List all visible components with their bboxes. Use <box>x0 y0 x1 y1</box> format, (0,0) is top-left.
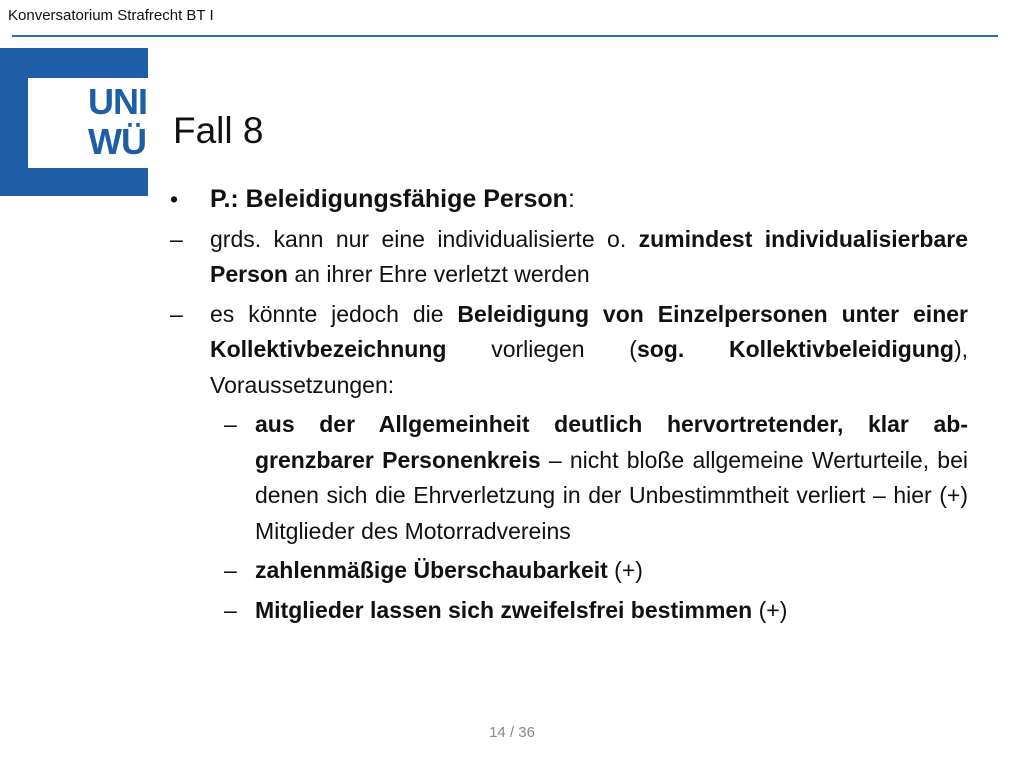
bold-segment: sog. Kollektivbeleidigung <box>636 336 954 362</box>
bullet-label-suffix: : <box>567 185 575 213</box>
text-segment: – nicht bloße allgemeine Werturteile, bei denen sich die Ehrverletzung in der Unbestimmtheit verliert – hier (+) Mitglieder des Motorradvereins <box>255 446 968 544</box>
sub-sub-item-numerical-manageability <box>168 553 968 589</box>
slide-content <box>168 182 968 631</box>
text-segment: an ihrer Ehre verletzt werden <box>287 261 590 287</box>
text-segment: (+) <box>607 557 643 583</box>
text-segment: grds. kann nur eine individualisierte o. <box>210 225 639 252</box>
sub-item-individual-person <box>168 222 968 293</box>
page-number: 14 / 36 <box>489 724 535 741</box>
bold-segment: zumindest individualisierbare Person <box>210 225 969 287</box>
course-title: Konversatorium Strafrecht BT I <box>8 7 214 24</box>
logo-white-box <box>28 78 148 168</box>
logo-text-line1: UNI <box>88 81 147 122</box>
text-segment: vorliegen ( <box>446 336 637 362</box>
logo-text-line2: WÜ <box>88 121 146 162</box>
bullet-marker: • <box>170 186 179 212</box>
university-logo <box>0 48 148 196</box>
text-segment: es könnte jedoch die <box>210 300 458 327</box>
dash-marker: – <box>224 411 237 437</box>
dash-marker: – <box>224 596 237 623</box>
sub-sub-item-members-determinable <box>168 593 968 629</box>
dash-marker: – <box>224 557 237 583</box>
bold-segment: Beleidigung von Einzelpersonen unter einer Kollektivbezeichnung <box>210 300 968 362</box>
text-segment: (+) <box>752 596 788 623</box>
slide-title: Fall 8 <box>173 110 264 151</box>
bullet-label: P.: Beleidigungsfähige Person <box>210 185 568 213</box>
sub-item-collective-insult <box>168 297 968 404</box>
bold-segment: Mitglieder lassen sich zweifelsfrei bestimmen <box>255 596 753 623</box>
bold-segment: zahlenmäßige Überschaubarkeit <box>255 557 608 583</box>
bullet-item <box>168 182 968 218</box>
dash-marker: – <box>170 300 183 327</box>
dash-marker: – <box>170 225 183 252</box>
bold-segment: aus der Allgemeinheit deutlich hervortretender, klar abgrenzbarer Personenkreis <box>255 411 968 473</box>
text-segment: ), Voraussetzungen: <box>210 336 968 398</box>
header-divider <box>12 35 998 37</box>
sub-sub-item-distinct-group <box>168 407 968 549</box>
